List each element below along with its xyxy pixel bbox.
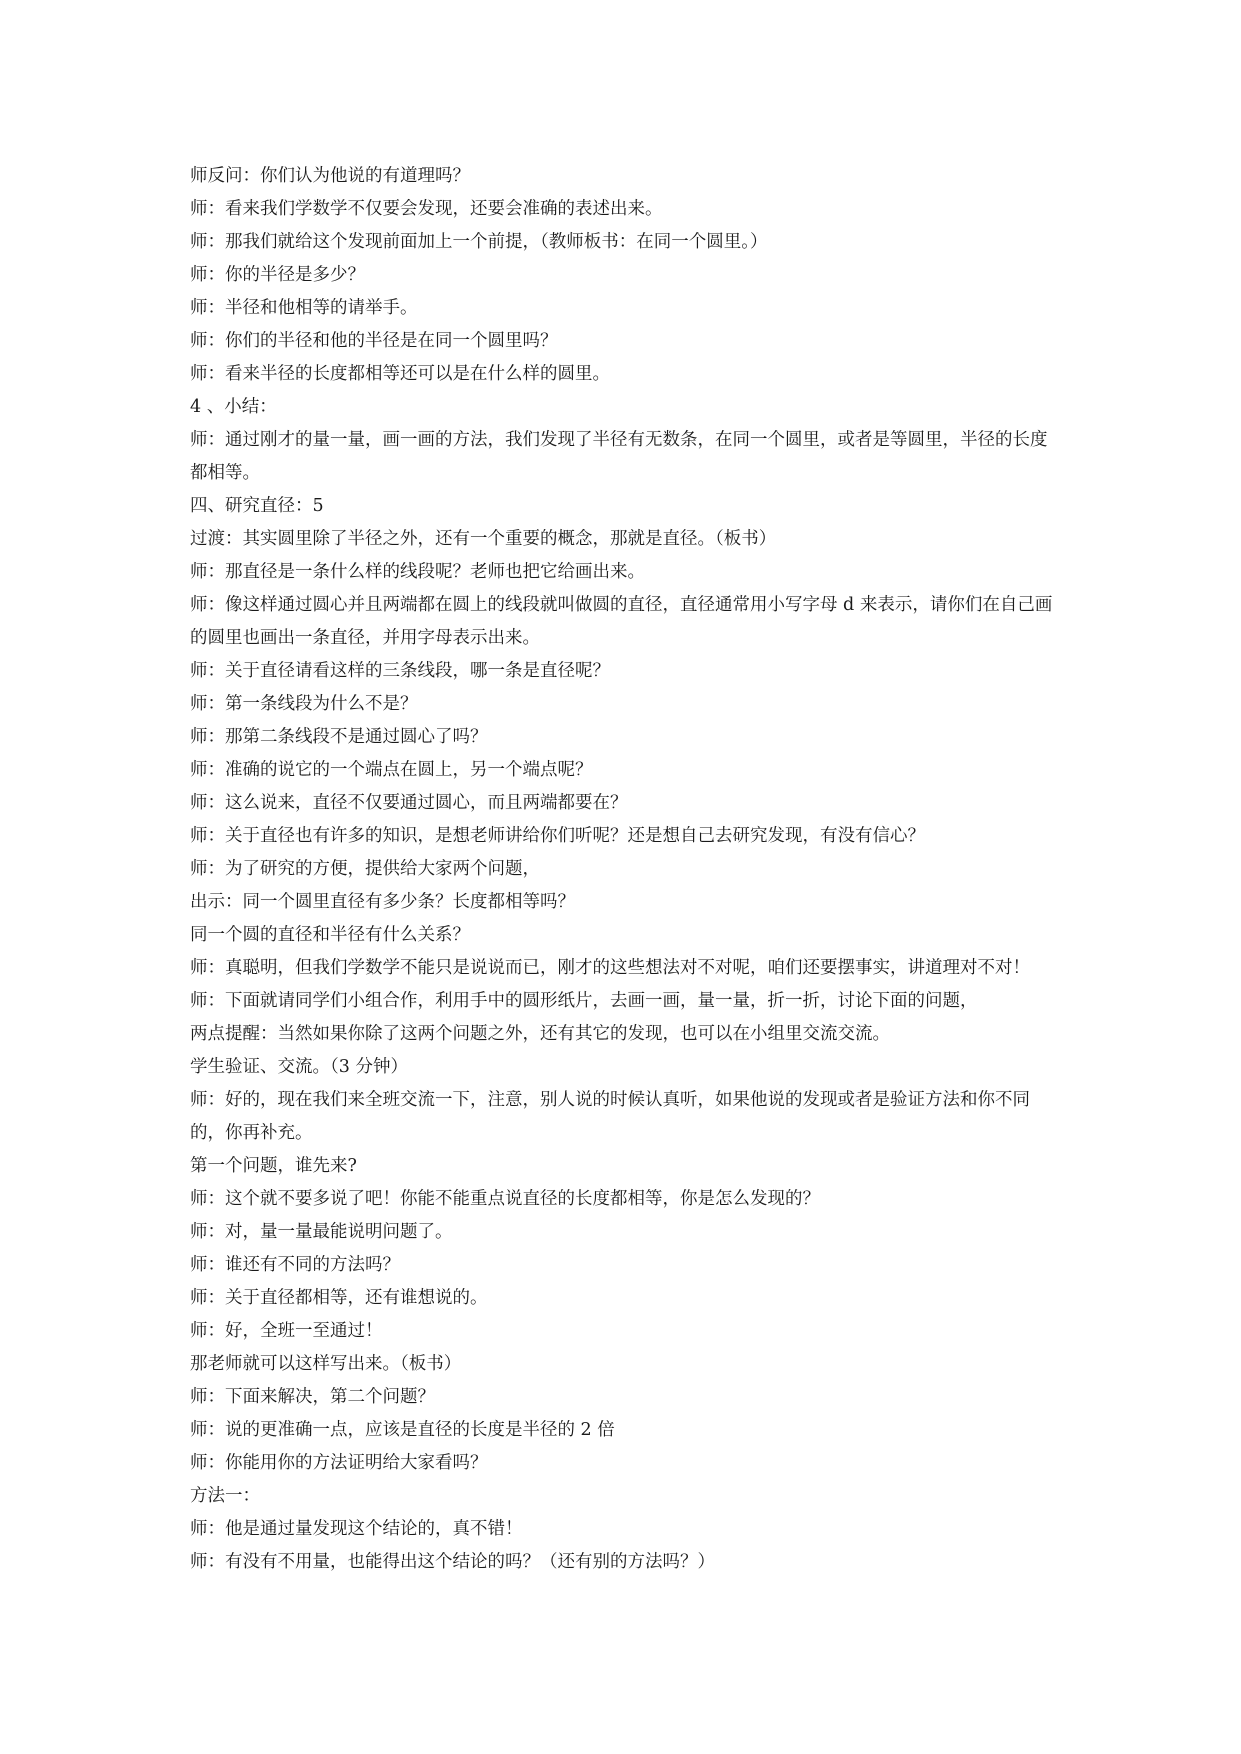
paragraph: 师：像这样通过圆心并且两端都在圆上的线段就叫做圆的直径，直径通常用小写字母 d 来表示，请你们在自己画的圆里也画出一条直径，并用字母表示出来。 [190, 595, 1053, 648]
paragraph: 师：你们的半径和他的半径是在同一个圆里吗？ [190, 331, 558, 351]
paragraph: 过渡：其实圆里除了半径之外，还有一个重要的概念，那就是直径。（板书） [190, 529, 777, 549]
paragraph: 师：好，全班一至通过！ [190, 1321, 383, 1341]
paragraph: 师：那第二条线段不是通过圆心了吗？ [190, 727, 488, 747]
paragraph: 师：准确的说它的一个端点在圆上，另一个端点呢？ [190, 760, 593, 780]
paragraph: 师：为了研究的方便，提供给大家两个问题， [190, 859, 540, 879]
paragraph: 师：对，量一量最能说明问题了。 [190, 1222, 453, 1242]
paragraph: 师：谁还有不同的方法吗？ [190, 1255, 400, 1275]
paragraph: 那老师就可以这样写出来。（板书） [190, 1354, 462, 1374]
paragraph: 师：半径和他相等的请举手。 [190, 298, 418, 318]
paragraph: 师：那我们就给这个发现前面加上一个前提，（教师板书：在同一个圆里。） [190, 232, 768, 252]
paragraph: 师：你能用你的方法证明给大家看吗？ [190, 1453, 488, 1473]
paragraph: 师：下面来解决，第二个问题？ [190, 1387, 435, 1407]
paragraph: 师：好的，现在我们来全班交流一下，注意，别人说的时候认真听，如果他说的发现或者是验证方法和你不同的，你再补充。 [190, 1090, 1030, 1143]
paragraph: 师：这个就不要多说了吧！你能不能重点说直径的长度都相等，你是怎么发现的？ [190, 1189, 820, 1209]
paragraph: 师：这么说来，直径不仅要通过圆心，而且两端都要在？ [190, 793, 628, 813]
paragraph: 同一个圆的直径和半径有什么关系？ [190, 925, 470, 945]
paragraph: 师：他是通过量发现这个结论的，真不错！ [190, 1519, 523, 1539]
paragraph: 学生验证、交流。（3 分钟） [190, 1057, 408, 1077]
paragraph: 师：看来半径的长度都相等还可以是在什么样的圆里。 [190, 364, 610, 384]
paragraph: 师：有没有不用量，也能得出这个结论的吗？（还有别的方法吗？） [190, 1552, 715, 1572]
paragraph: 师：关于直径也有许多的知识，是想老师讲给你们听呢？还是想自己去研究发现，有没有信心？ [190, 826, 925, 846]
paragraph: 师：关于直径请看这样的三条线段，哪一条是直径呢？ [190, 661, 610, 681]
document-body [190, 160, 1060, 1579]
paragraph: 师：说的更准确一点，应该是直径的长度是半径的 2 倍 [190, 1420, 615, 1440]
paragraph: 出示：同一个圆里直径有多少条？长度都相等吗？ [190, 892, 575, 912]
paragraph: 师：看来我们学数学不仅要会发现，还要会准确的表述出来。 [190, 199, 663, 219]
paragraph: 师：你的半径是多少？ [190, 265, 365, 285]
paragraph: 第一个问题，谁先来? [190, 1156, 357, 1176]
paragraph: 师：第一条线段为什么不是？ [190, 694, 418, 714]
paragraph: 两点提醒：当然如果你除了这两个问题之外，还有其它的发现，也可以在小组里交流交流。 [190, 1024, 890, 1044]
section-heading: 4 、小结： [190, 397, 277, 417]
paragraph: 师：真聪明，但我们学数学不能只是说说而已，刚才的这些想法对不对呢，咱们还要摆事实，讲道理对不对！ [190, 958, 1030, 978]
paragraph: 师：通过刚才的量一量，画一画的方法，我们发现了半径有无数条，在同一个圆里，或者是等圆里，半径的长度都相等。 [190, 430, 1048, 483]
paragraph: 师：关于直径都相等，还有谁想说的。 [190, 1288, 488, 1308]
paragraph: 师：那直径是一条什么样的线段呢？老师也把它给画出来。 [190, 562, 645, 582]
section-heading: 四、研究直径：5 [190, 496, 324, 516]
paragraph: 师反问：你们认为他说的有道理吗？ [190, 166, 470, 186]
paragraph: 方法一： [190, 1486, 260, 1506]
paragraph: 师：下面就请同学们小组合作，利用手中的圆形纸片，去画一画，量一量，折一折，讨论下面的问题， [190, 991, 978, 1011]
